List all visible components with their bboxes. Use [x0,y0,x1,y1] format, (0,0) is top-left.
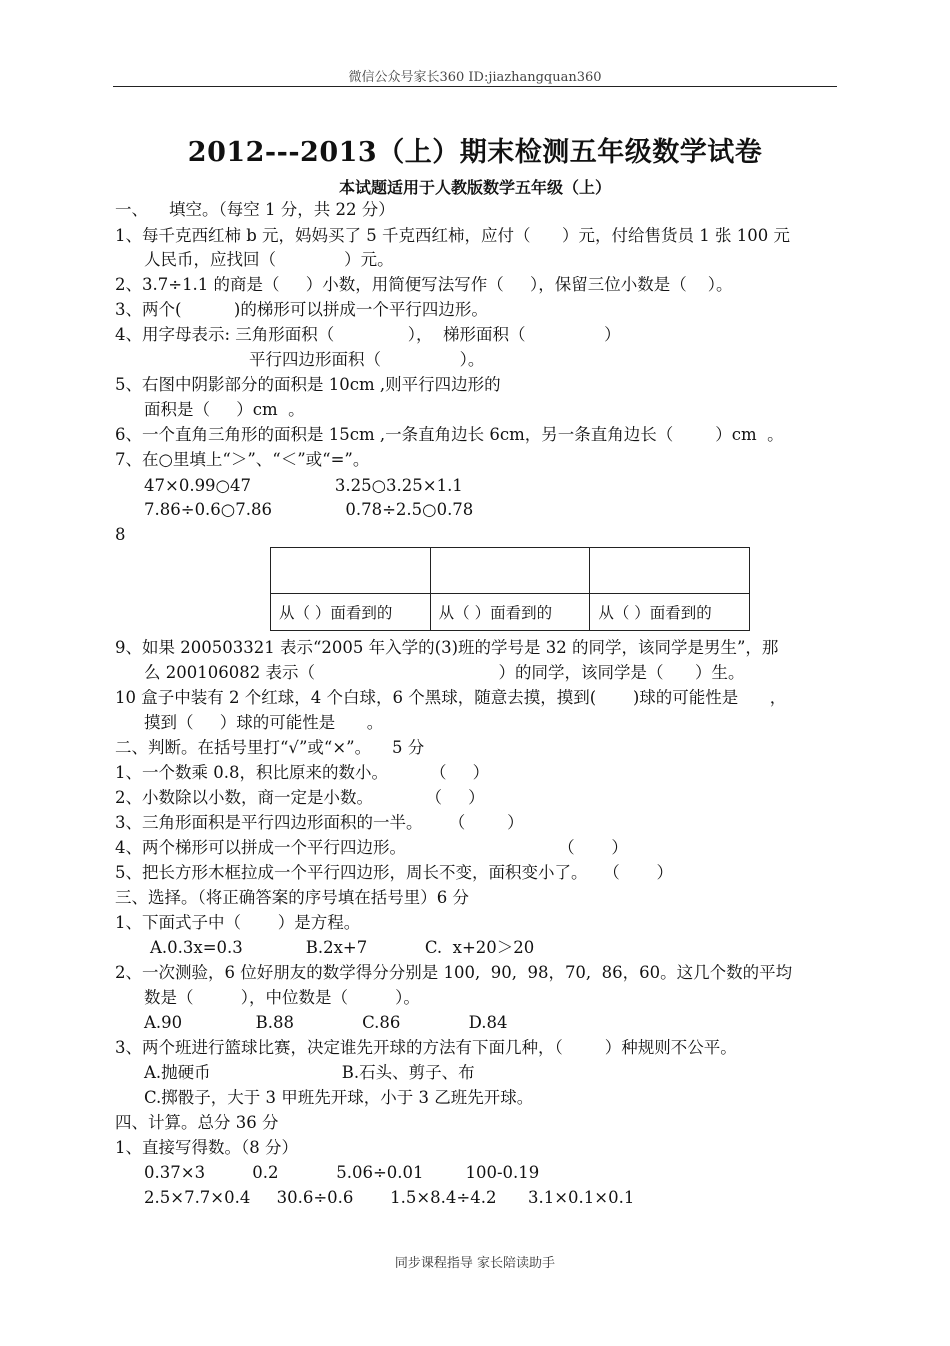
question-line: 1、直接写得数。（8 分） [115,1138,298,1157]
question-line: 3、两个班进行篮球比赛，决定谁先开球的方法有下面几种，（ ）种规则不公平。 [115,1038,737,1057]
question-line: 摸到（ ）球的可能性是 。 [144,713,384,732]
page-footer: 同步课程指导 家长陪读助手 [394,1256,556,1271]
option-line: C.掷骰子，大于 3 甲班先开球，小于 3 乙班先开球。 [144,1088,534,1107]
view-cell [271,548,431,594]
view-table [270,547,750,631]
question-line: 么 200106082 表示（ ）的同学，该同学是（ ）生。 [144,663,745,682]
question-line: 1、下面式子中（ ）是方程。 [115,913,361,932]
question-line: 4、两个梯形可以拼成一个平行四边形。 （ ） [115,838,628,857]
question-line: 5、把长方形木框拉成一个平行四边形，周长不变，面积变小了。 （ ） [115,863,673,882]
exam-subtitle: 本试题适用于人教版数学五年级（上） [338,178,611,197]
view-cell [430,548,590,594]
option-line: A.0.3x=0.3 B.2x+7 C. x+20＞20 [150,938,535,957]
view-caption: 从（ ）面看到的 [590,594,750,631]
question-line: 1、每千克西红柿 b 元，妈妈买了 5 千克西红柿，应付（ ）元，付给售货员 1 张 100 元 [115,226,790,245]
question-line: 平行四边形面积（ ）。 [249,350,485,369]
question-line: 2、小数除以小数，商一定是小数。 （ ） [115,788,485,807]
question-line: 3、两个( )的梯形可以拼成一个平行四边形。 [115,300,488,319]
calc-line: 0.37×3 0.2 5.06÷0.01 100-0.19 [144,1163,540,1182]
section-1-heading: 一、 填空。（每空 1 分，共 22 分） [115,200,395,219]
option-line: A.抛硬币 B.石头、剪子、布 [144,1063,475,1082]
question-line: 9、如果 200503321 表示“2005 年入学的(3)班的学号是 32 的同学，该同学是男生”，那 [115,638,779,657]
question-line: 人民币，应找回（ ）元。 [144,250,394,269]
question-line: 10 盒子中装有 2 个红球，4 个白球，6 个黑球，随意去摸，摸到( )球的可能性是 ， [115,688,787,707]
question-line: 4、用字母表示: 三角形面积（ ）， 梯形面积（ ） [115,325,621,344]
question-line: 1、一个数乘 0.8，积比原来的数小。 （ ） [115,763,490,782]
question-line: 数是（ ），中位数是（ ）。 [144,988,420,1007]
view-caption: 从（ ）面看到的 [430,594,590,631]
question-line: 面积是（ ）cm 。 [144,400,305,419]
option-line: A.90 B.88 C.86 D.84 [144,1013,508,1032]
question-line: 8 [115,525,126,544]
section-2-heading: 二、判断。在括号里打“√”或“×”。 5 分 [115,738,425,757]
header-divider [113,86,837,87]
question-line: 2、一次测验，6 位好朋友的数学得分分别是 100, 90, 98，70, 86，60。这几个数的平均 [115,963,793,982]
question-line: 2、3.7÷1.1 的商是（ ）小数，用简便写法写作（ ），保留三位小数是（ ）。 [115,275,733,294]
view-caption: 从（ ）面看到的 [271,594,431,631]
question-line: 7.86÷0.6○7.86 0.78÷2.5○0.78 [144,500,474,519]
question-line: 3、三角形面积是平行四边形面积的一半。 （ ） [115,813,524,832]
page-header: 微信公众号家长360 ID:jiazhangquan360 [348,70,602,85]
section-4-heading: 四、计算。总分 36 分 [115,1113,279,1132]
calc-line: 2.5×7.7×0.4 30.6÷0.6 1.5×8.4÷4.2 3.1×0.1×0.1 [144,1188,635,1207]
section-3-heading: 三、选择。（将正确答案的序号填在括号里）6 分 [115,888,469,907]
question-line: 5、右图中阴影部分的面积是 10cm ,则平行四边形的 [115,375,501,394]
question-line: 6、一个直角三角形的面积是 15cm ,一条直角边长 6cm，另一条直角边长（ ）cm 。 [115,425,784,444]
view-cell [590,548,750,594]
question-line: 47×0.99○47 3.25○3.25×1.1 [144,476,463,495]
exam-title: 2012---2013（上）期末检测五年级数学试卷 [187,137,763,168]
question-line: 7、在○里填上“＞”、“＜”或“=”。 [115,450,370,469]
